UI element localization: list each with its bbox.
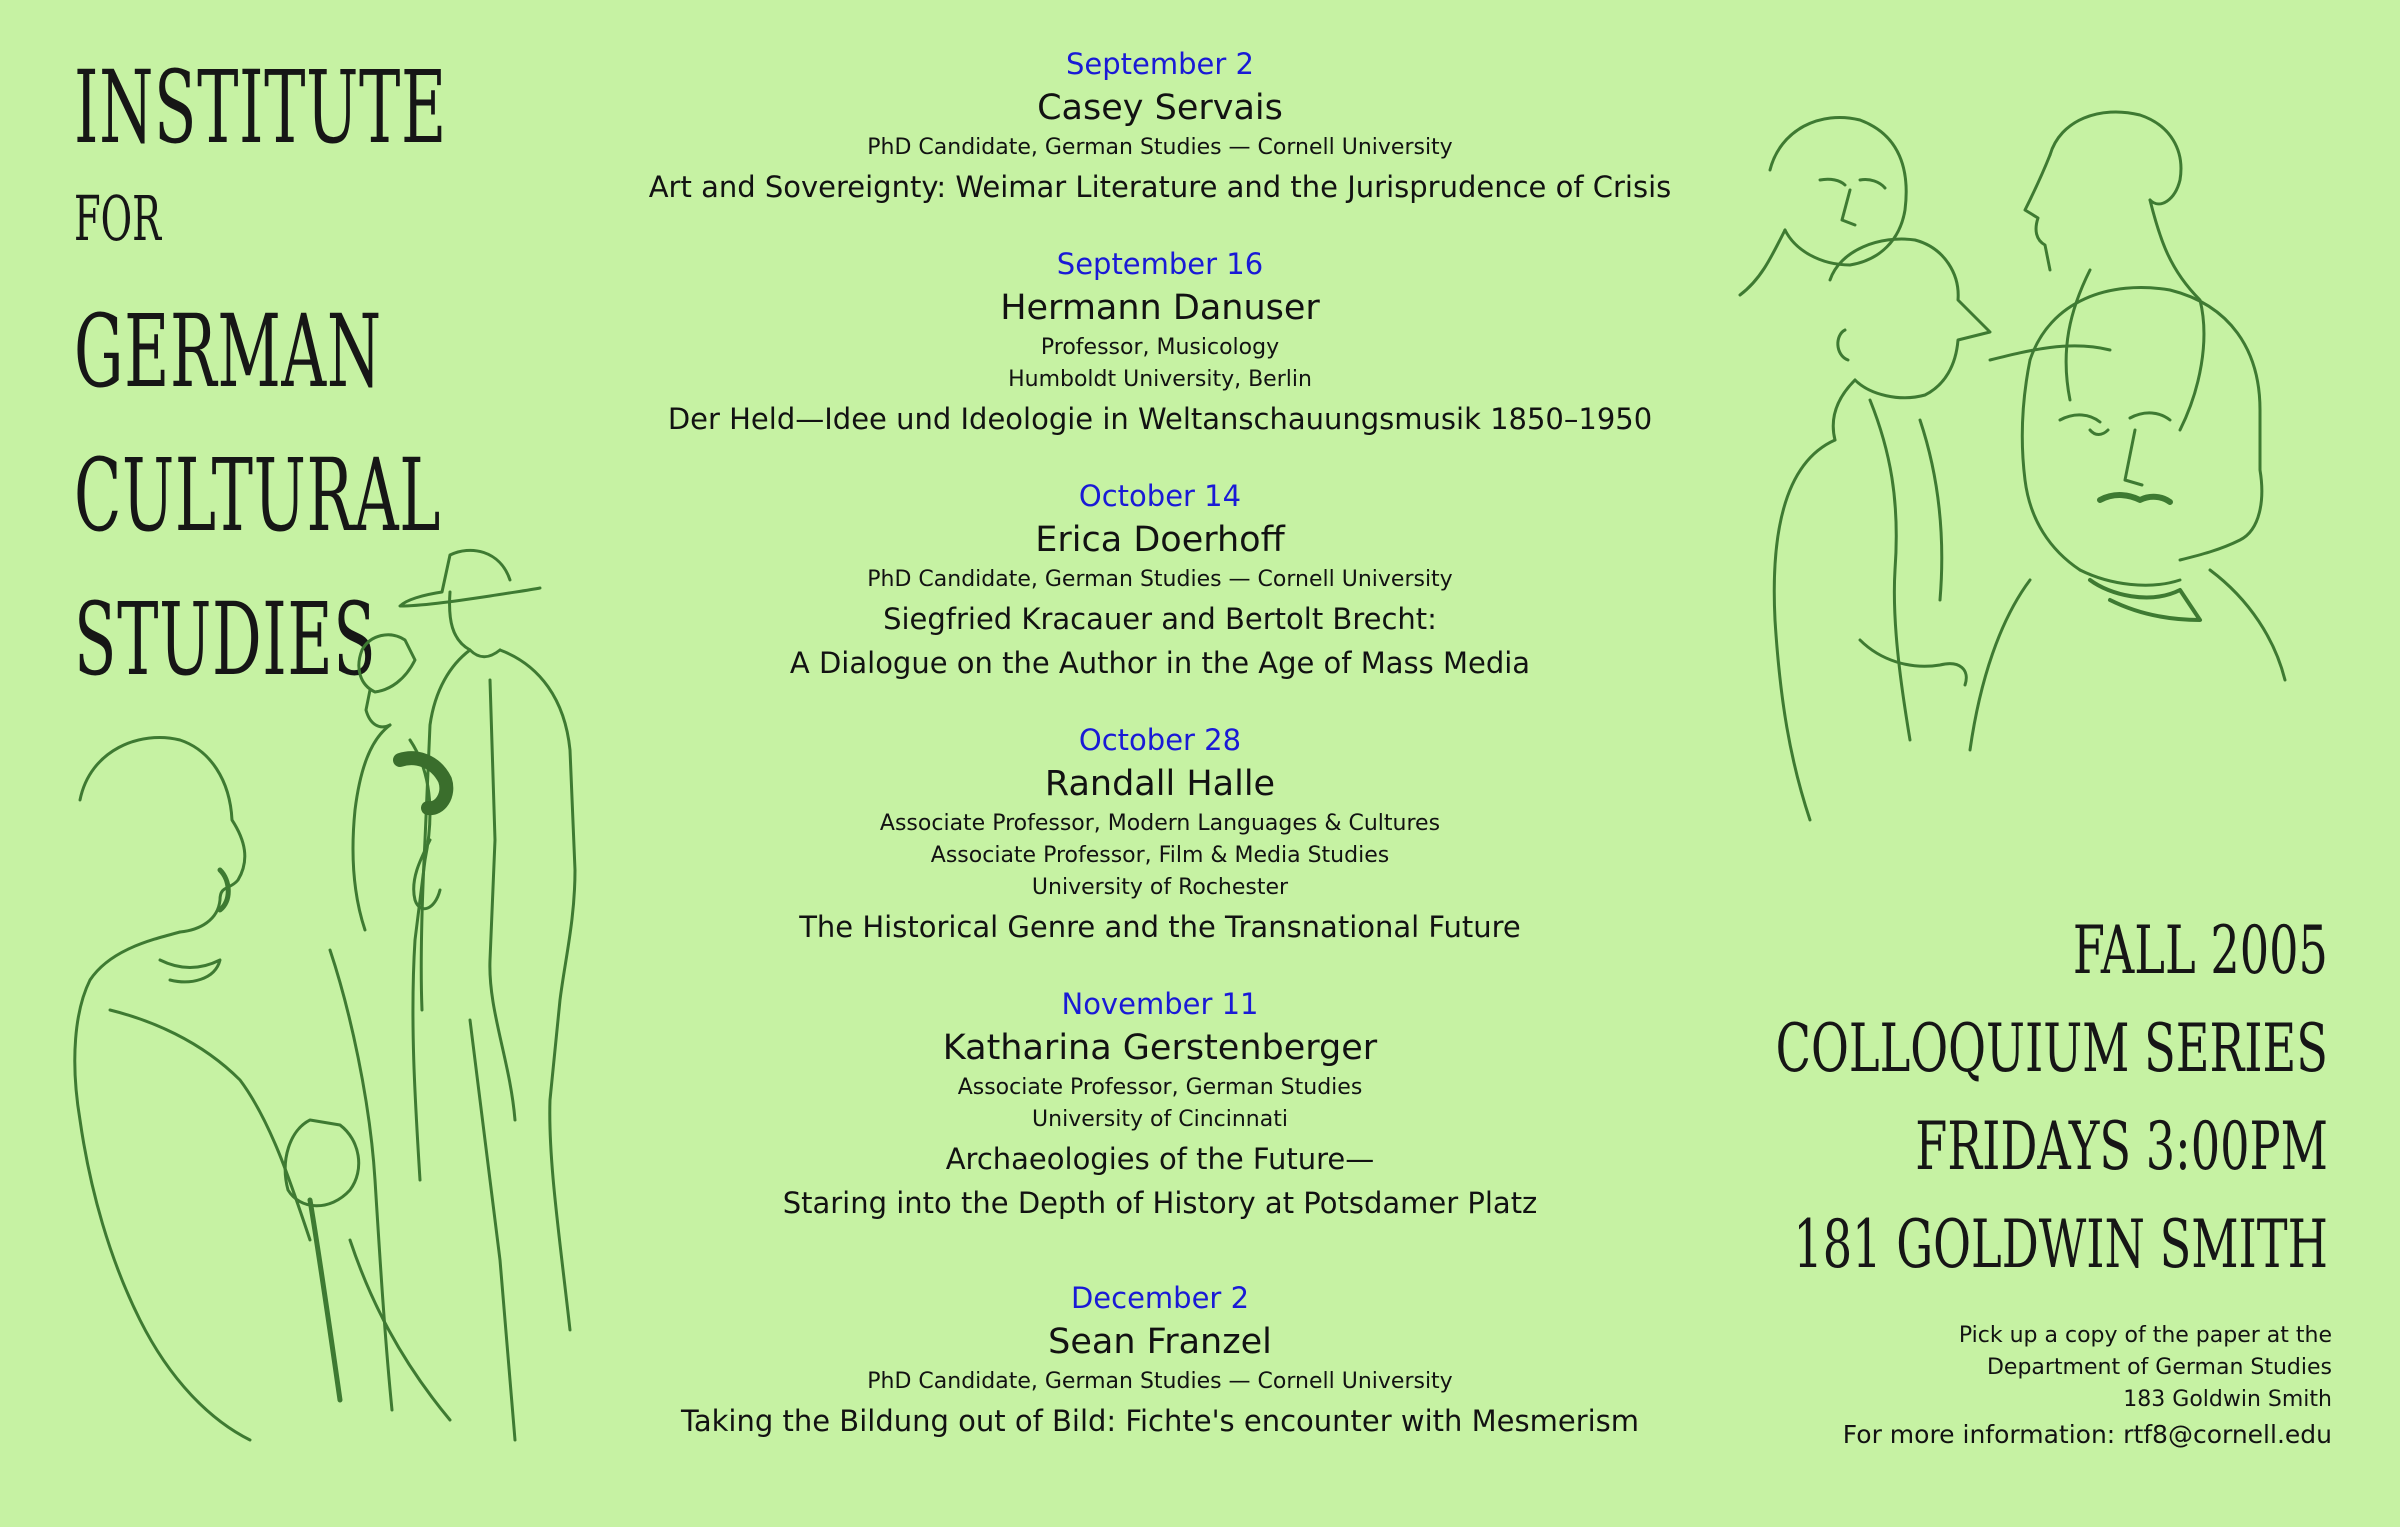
series-title: COLLOQUIUM SERIES [1775, 1010, 2328, 1087]
talk-title: Der Held—Idee und Ideologie in Weltanschauungsmusik 1850–1950 [667, 402, 1653, 436]
speaker-affiliation: Associate Professor, Modern Languages & Cultures [879, 811, 1441, 836]
event-4 [620, 720, 1700, 948]
talk-title: Art and Sovereignty: Weimar Literature and the Jurisprudence of Crisis [648, 170, 1672, 204]
colloquium-events-list [620, 44, 1700, 1478]
speaker-affiliation: PhD Candidate, German Studies — Cornell University [867, 567, 1453, 592]
talk-title: Taking the Bildung out of Bild: Fichte's encounter with Mesmerism [680, 1404, 1640, 1438]
title-line-german: GERMAN [74, 293, 382, 410]
speaker-affiliation: University of Rochester [1031, 875, 1289, 900]
title-line-cultural: CULTURAL [74, 437, 442, 554]
talk-title: Siegfried Kracauer and Bertolt Brecht: [883, 602, 1437, 636]
series-location: 181 GOLDWIN SMITH [1793, 1206, 2328, 1283]
talk-title: The Historical Genre and the Transnational Future [799, 910, 1521, 944]
contact-info [1843, 1320, 2332, 1454]
speaker-affiliation: Humboldt University, Berlin [1008, 367, 1312, 392]
info-line: 183 Goldwin Smith [2123, 1387, 2332, 1412]
info-line: Department of German Studies [1986, 1355, 2332, 1380]
event-date: October 14 [1078, 479, 1242, 513]
series-season: FALL 2005 [2072, 912, 2328, 989]
title-line-institute: INSTITUTE [74, 49, 447, 166]
talk-title: Archaeologies of the Future— [945, 1142, 1375, 1176]
event-6 [620, 1278, 1700, 1442]
speaker-name: Katharina Gerstenberger [942, 1028, 1378, 1068]
speaker-name: Hermann Danuser [1000, 288, 1320, 328]
contact-email-line: For more information: rtf8@cornell.edu [1842, 1420, 2332, 1449]
speaker-affiliation: PhD Candidate, German Studies — Cornell University [867, 1369, 1453, 1394]
right-sketch-illustration [1730, 100, 2330, 900]
speaker-affiliation: Professor, Musicology [1040, 335, 1280, 360]
speaker-name: Sean Franzel [1048, 1322, 1272, 1362]
event-3 [620, 476, 1700, 684]
event-2 [620, 244, 1700, 440]
title-line-studies: STUDIES [74, 581, 377, 698]
talk-title: Staring into the Depth of History at Potsdamer Platz [782, 1186, 1538, 1220]
series-info [1539, 912, 2328, 1310]
speaker-affiliation: Associate Professor, German Studies [957, 1075, 1363, 1100]
info-line: Pick up a copy of the paper at the [1958, 1323, 2332, 1348]
event-5 [620, 984, 1700, 1224]
speaker-name: Casey Servais [1037, 88, 1283, 128]
speaker-name: Randall Halle [1044, 764, 1276, 804]
speaker-name: Erica Doerhoff [1035, 520, 1285, 560]
event-date: October 28 [1078, 723, 1242, 757]
event-date: December 2 [1070, 1281, 1250, 1315]
speaker-affiliation: PhD Candidate, German Studies — Cornell University [867, 135, 1453, 160]
event-date: November 11 [1061, 987, 1259, 1021]
speaker-affiliation: University of Cincinnati [1032, 1107, 1288, 1132]
speaker-affiliation: Associate Professor, Film & Media Studies [930, 843, 1390, 868]
event-date: September 16 [1056, 247, 1264, 281]
talk-title: A Dialogue on the Author in the Age of Mass Media [789, 646, 1531, 680]
event-date: September 2 [1066, 47, 1254, 81]
title-line-for: FOR [74, 182, 162, 255]
series-time: FRIDAYS 3:00PM [1915, 1108, 2328, 1185]
event-1 [620, 44, 1700, 208]
